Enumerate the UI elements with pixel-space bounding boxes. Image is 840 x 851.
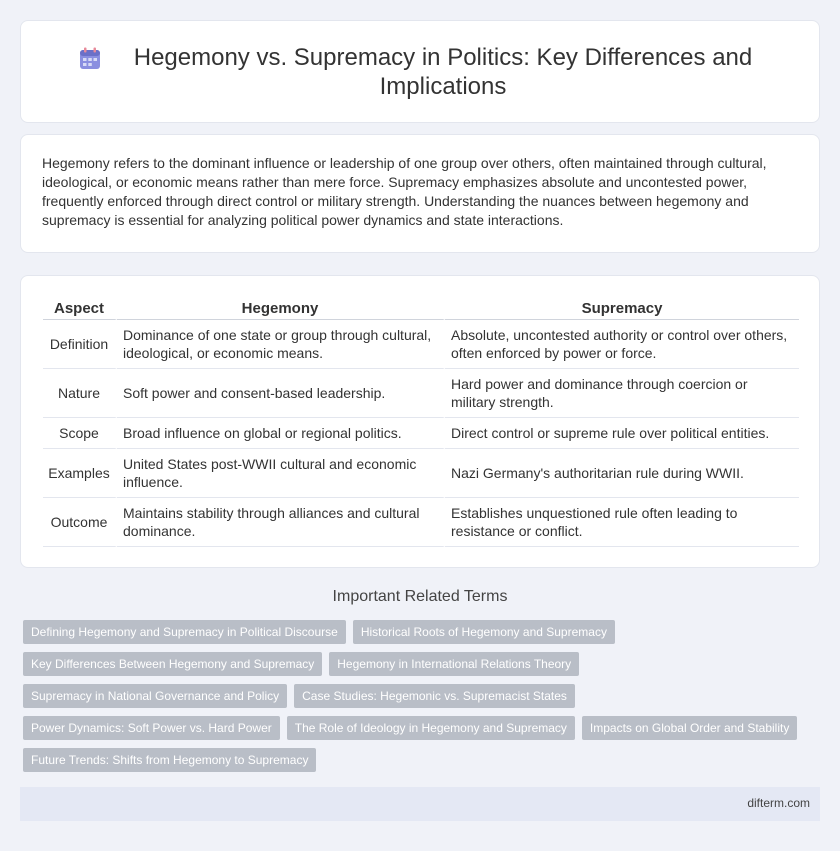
calendar-icon [77, 46, 103, 72]
row-supremacy: Nazi Germany's authoritarian rule during WWII. [445, 449, 799, 498]
related-terms-list [23, 620, 813, 780]
tag-row [23, 748, 813, 772]
related-term-tag[interactable]: Case Studies: Hegemonic vs. Supremacist States [294, 684, 575, 708]
related-term-tag[interactable]: Future Trends: Shifts from Hegemony to Supremacy [23, 748, 316, 772]
row-aspect: Outcome [43, 498, 117, 547]
page-title: Hegemony vs. Supremacy in Politics: Key Differences and Implications [133, 43, 753, 100]
row-hegemony: Broad influence on global or regional politics. [117, 418, 445, 449]
table-row [43, 418, 799, 449]
related-term-tag[interactable]: Hegemony in International Relations Theory [329, 652, 579, 676]
row-hegemony: Maintains stability through alliances and cultural dominance. [117, 498, 445, 547]
table-row [43, 320, 799, 369]
row-supremacy: Establishes unquestioned rule often leading to resistance or conflict. [445, 498, 799, 547]
comparison-table [43, 296, 799, 547]
table-row [43, 498, 799, 547]
title-card [20, 20, 820, 123]
title-wrap [77, 43, 763, 101]
table-row [43, 369, 799, 418]
intro-paragraph: Hegemony refers to the dominant influence or leadership of one group over others, often maintained through cultural, ideological, or economic means rather than mere force. Supremacy emphasizes absolute and uncontested power, frequently enforced through direct control or military strength. Understanding the nuances between hegemony and supremacy is essential for analyzing political power dynamics and state interactions. [42, 155, 767, 228]
row-supremacy: Absolute, uncontested authority or control over others, often enforced by power or force. [445, 320, 799, 369]
table-row [43, 449, 799, 498]
related-terms-heading: Important Related Terms [332, 588, 508, 605]
header-hegemony: Hegemony [117, 296, 445, 320]
row-hegemony: Dominance of one state or group through cultural, ideological, or economic means. [117, 320, 445, 369]
related-term-tag[interactable]: Key Differences Between Hegemony and Supremacy [23, 652, 322, 676]
row-aspect: Scope [43, 418, 117, 449]
table-header-row [43, 296, 799, 320]
footer-site-link[interactable]: difterm.com [747, 796, 810, 810]
row-aspect: Definition [43, 320, 117, 369]
related-term-tag[interactable]: Historical Roots of Hegemony and Supremacy [353, 620, 615, 644]
tag-row [23, 652, 813, 676]
related-term-tag[interactable]: Power Dynamics: Soft Power vs. Hard Power [23, 716, 280, 740]
related-term-tag[interactable]: Defining Hegemony and Supremacy in Political Discourse [23, 620, 346, 644]
row-supremacy: Hard power and dominance through coercion or military strength. [445, 369, 799, 418]
tag-row [23, 716, 813, 740]
header-aspect: Aspect [43, 296, 117, 320]
related-term-tag[interactable]: Impacts on Global Order and Stability [582, 716, 797, 740]
tag-row [23, 620, 813, 644]
tag-row [23, 684, 813, 708]
row-hegemony: Soft power and consent-based leadership. [117, 369, 445, 418]
header-supremacy: Supremacy [445, 296, 799, 320]
footer [20, 787, 820, 821]
related-term-tag[interactable]: Supremacy in National Governance and Policy [23, 684, 287, 708]
row-hegemony: United States post-WWII cultural and economic influence. [117, 449, 445, 498]
intro-card [20, 134, 820, 253]
row-aspect: Nature [43, 369, 117, 418]
comparison-card [20, 275, 820, 568]
related-term-tag[interactable]: The Role of Ideology in Hegemony and Supremacy [287, 716, 575, 740]
row-supremacy: Direct control or supreme rule over political entities. [445, 418, 799, 449]
row-aspect: Examples [43, 449, 117, 498]
